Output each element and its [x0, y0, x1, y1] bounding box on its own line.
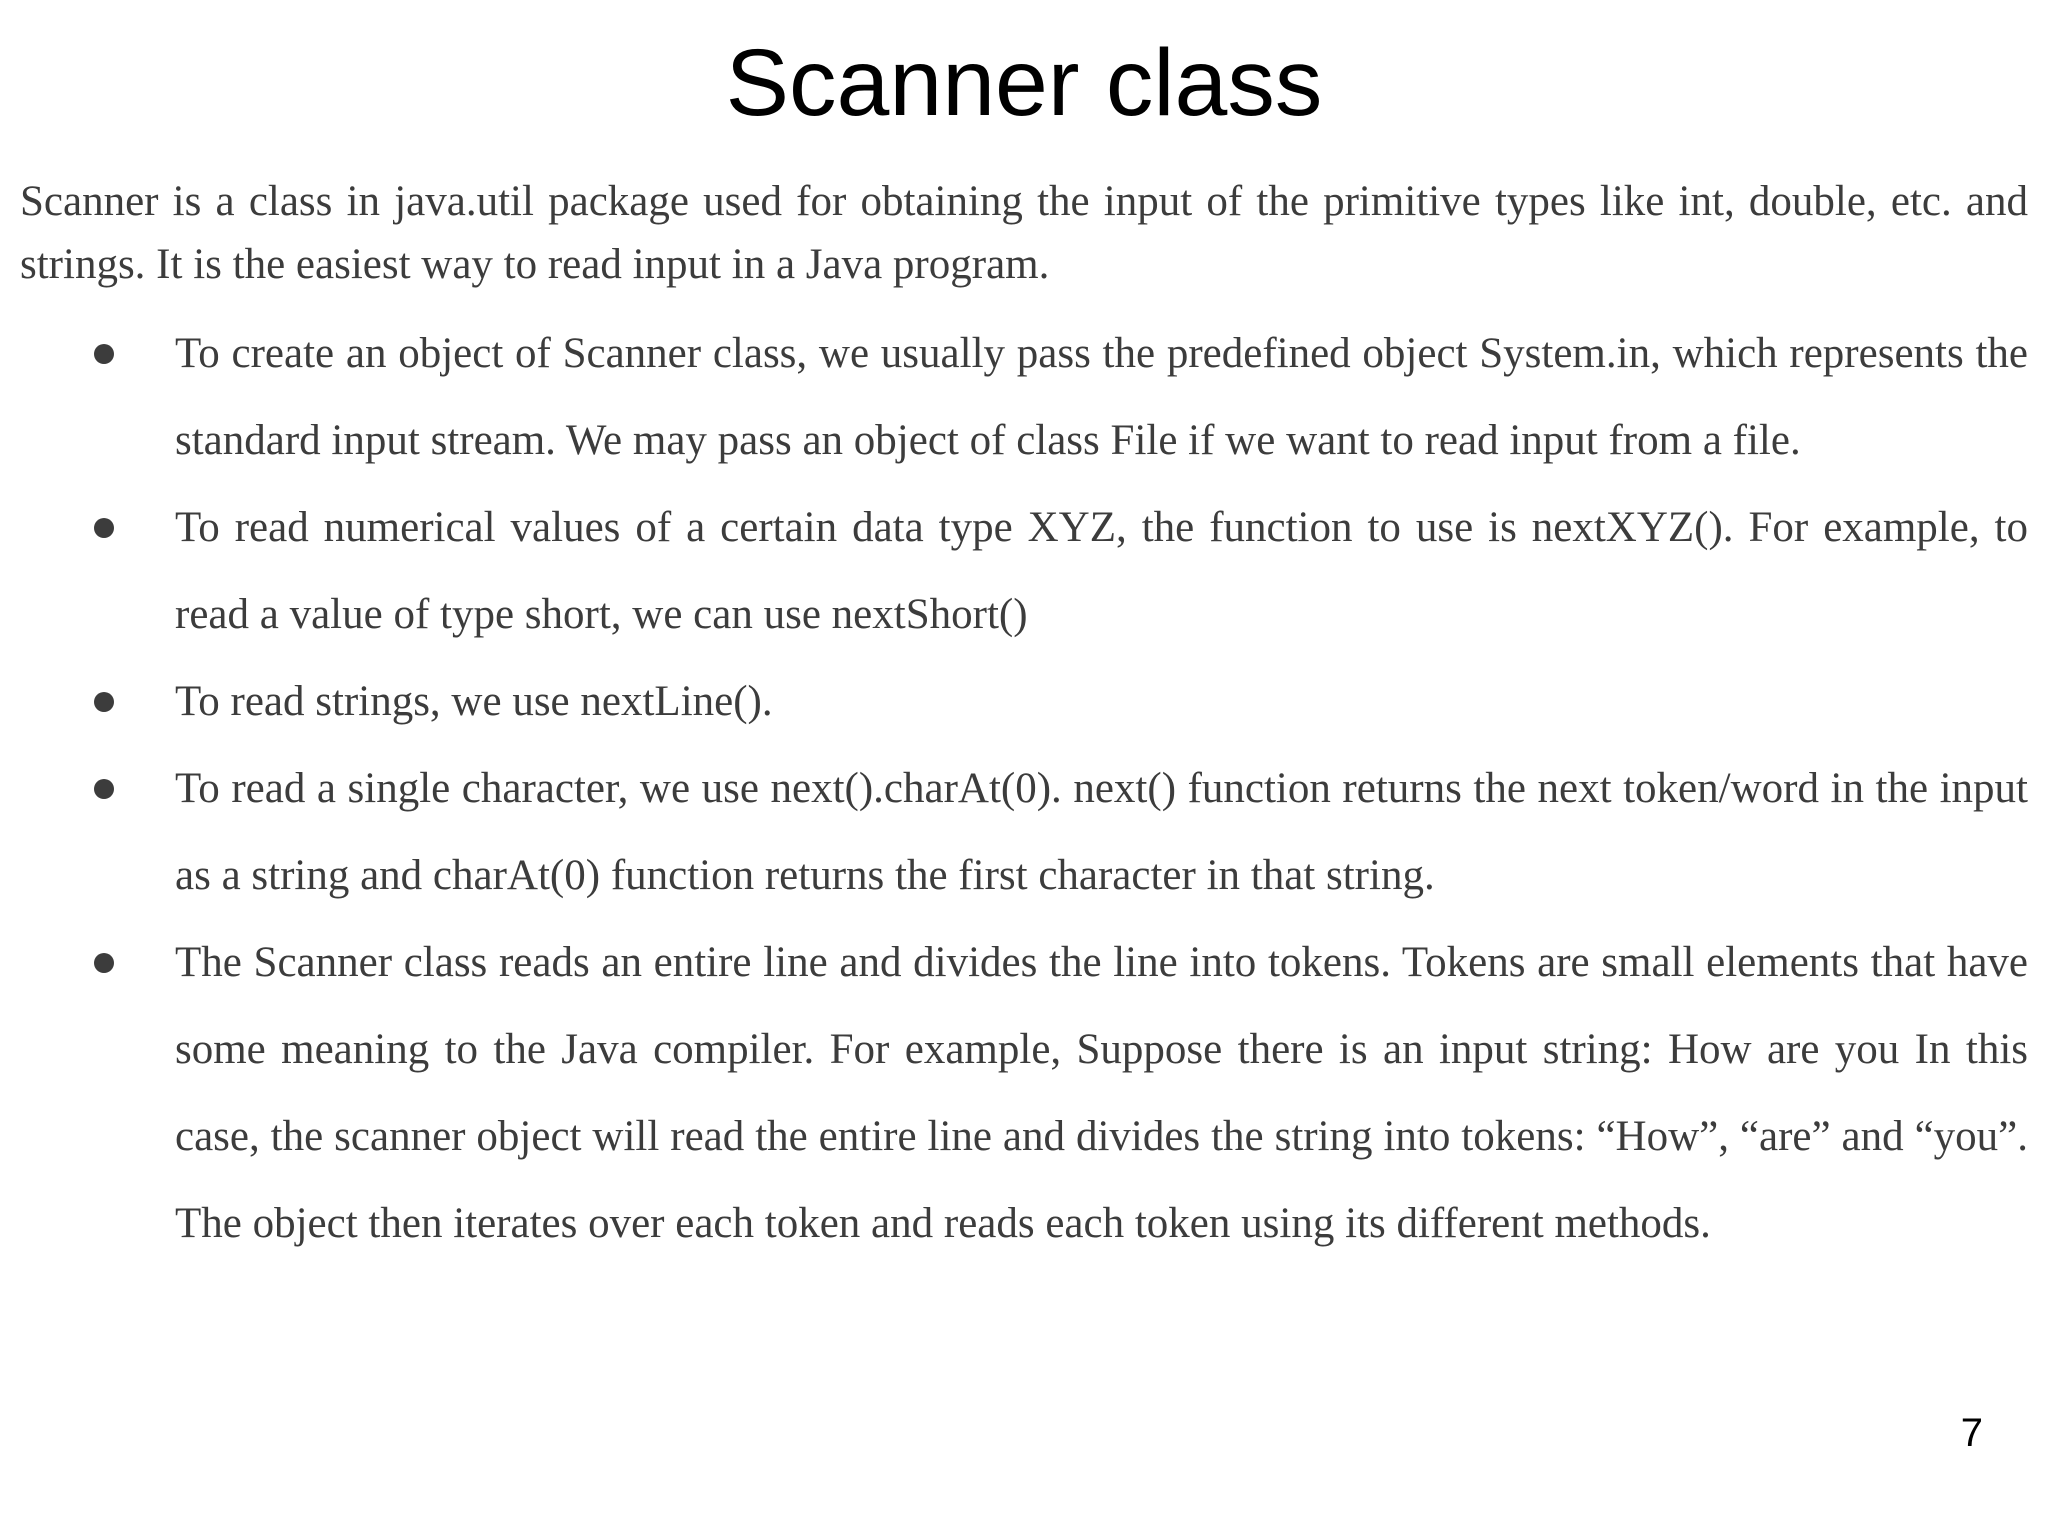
- bullet-dot-icon: [94, 344, 114, 364]
- bullet-text: To read numerical values of a certain data type XYZ, the function to use is nextXYZ(). For example, to read a value of type short, we can use nextShort(): [175, 504, 2028, 638]
- bullet-dot-icon: [94, 518, 114, 538]
- bullet-list: [175, 310, 2028, 1267]
- bullet-item: [175, 919, 2028, 1267]
- bullet-item: [175, 310, 2028, 484]
- bullet-item: [175, 484, 2028, 658]
- bullet-text: To read strings, we use nextLine().: [175, 678, 773, 725]
- bullet-item: [175, 745, 2028, 919]
- bullet-text: To read a single character, we use next().charAt(0). next() function returns the next token/word in the input as a string and charAt(0) function returns the first character in that string.: [175, 765, 2028, 899]
- bullet-dot-icon: [94, 779, 114, 799]
- intro-paragraph: Scanner is a class in java.util package used for obtaining the input of the primitive types like int, double, etc. and strings. It is the easiest way to read input in a Java program.: [20, 178, 2028, 288]
- bullet-text: To create an object of Scanner class, we usually pass the predefined object System.in, which represents the standard input stream. We may pass an object of class File if we want to read input from a file.: [175, 330, 2028, 464]
- slide-title: Scanner class: [725, 30, 1323, 136]
- bullet-text: The Scanner class reads an entire line and divides the line into tokens. Tokens are small elements that have some meaning to the Java compiler. For example, Suppose there is an input string: How are you In this case, the scanner object will read the entire line and divides the string into tokens: “How”, “are” and “you”. The object then iterates over each token and reads each token using its different methods.: [175, 939, 2028, 1247]
- page-number: 7: [1960, 1411, 1983, 1455]
- bullet-dot-icon: [94, 692, 114, 712]
- bullet-item: [175, 658, 2028, 745]
- bullet-dot-icon: [94, 953, 114, 973]
